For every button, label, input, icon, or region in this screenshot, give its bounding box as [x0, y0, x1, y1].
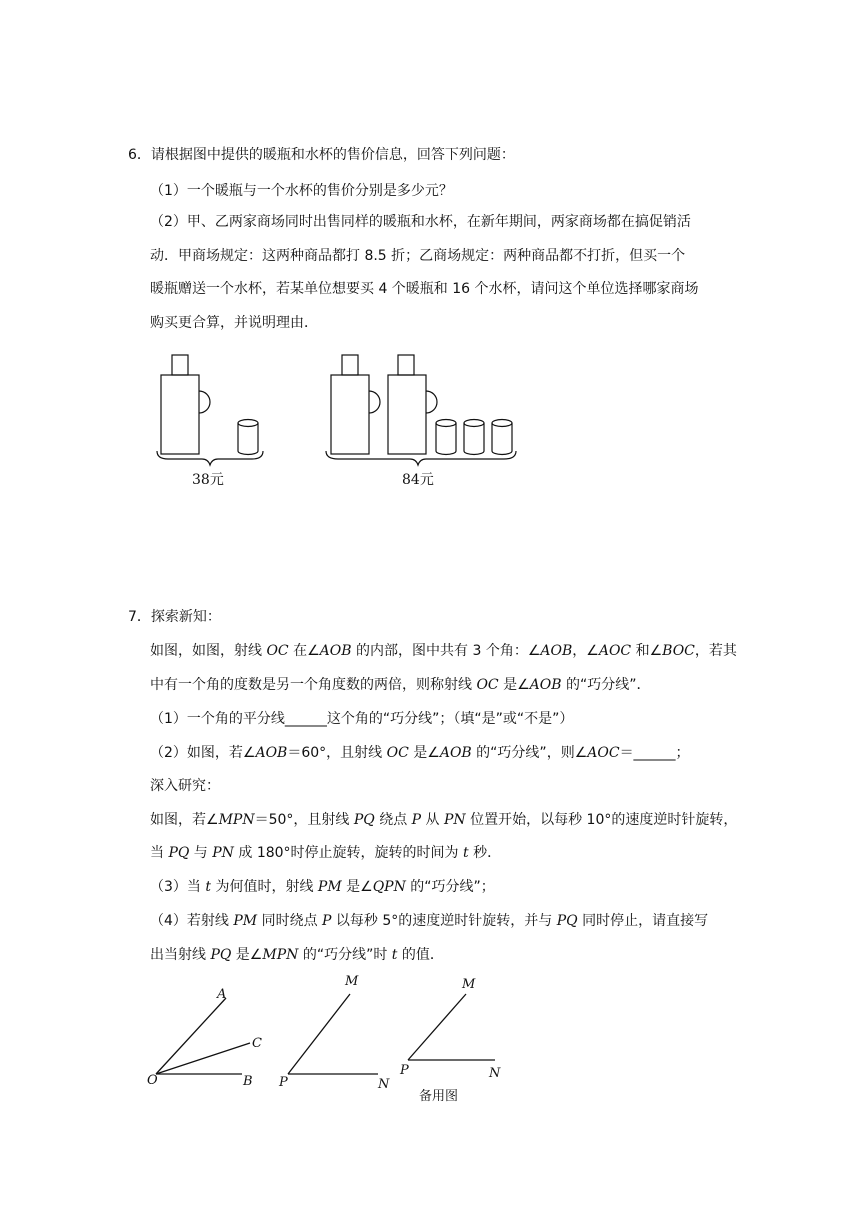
q7-intro-line2: 中有一个角的度数是另一个角度数的两倍，则称射线 OC 是∠AOB 的“巧分线”．: [150, 677, 651, 693]
thermos-handle-icon: [369, 391, 380, 413]
thermos-icon: [161, 375, 199, 454]
q7-part2: （2）如图，若∠AOB＝60°，且射线 OC 是∠AOB 的“巧分线”，则∠AOC＝______；: [150, 745, 690, 761]
thermos-handle-icon: [426, 391, 437, 413]
q7-deep-line1: 如图，若∠MPN＝50°，且射线 PQ 绕点 P 从 PN 位置开始，以每秒 10°的速度逆时针旋转，: [150, 812, 738, 828]
cup-top-icon: [464, 420, 484, 427]
q6-part2-line3: 暖瓶赠送一个水杯，若某单位想要买 4 个暖瓶和 16 个水杯，请问这个单位选择哪家商场: [150, 281, 699, 297]
thermos-handle-icon: [199, 391, 210, 413]
label-p-spare: P: [400, 1063, 409, 1078]
thermos-icon: [388, 375, 426, 454]
spare-figure-caption: 备用图: [419, 1089, 459, 1104]
price-right-label: 84元: [402, 472, 434, 488]
label-o: O: [147, 1073, 158, 1088]
q6-figure: [140, 345, 540, 495]
cup-icon: [464, 423, 484, 455]
thermos-cap-icon: [398, 355, 414, 375]
label-b: B: [243, 1074, 253, 1089]
q6-part2-line2: 动．甲商场规定：这两种商品都打 8.5 折；乙商场规定：两种商品都不打折，但买一个: [150, 248, 686, 264]
thermos-cap-icon: [172, 355, 188, 375]
brace-right: [326, 451, 516, 465]
q7-figures: [140, 970, 520, 1104]
label-a: A: [217, 987, 227, 1002]
q6-part2-line4: 购买更合算，并说明理由．: [150, 315, 318, 331]
q7-intro-line1: 如图，如图，射线 OC 在∠AOB 的内部，图中共有 3 个角：∠AOB，∠AOC 和∠BOC，若其: [150, 643, 737, 659]
cup-icon: [436, 423, 456, 455]
cup-icon: [238, 423, 258, 455]
thermos-cap-icon: [342, 355, 358, 375]
label-p: P: [279, 1075, 288, 1090]
q6-title: 6．请根据图中提供的暖瓶和水杯的售价信息，回答下列问题：: [128, 147, 515, 163]
q7-part3: （3）当 t 为何值时，射线 PM 是∠QPN 的“巧分线”；: [150, 879, 495, 895]
cup-top-icon: [238, 420, 258, 427]
cup-icon: [492, 423, 512, 455]
q7-part4-line1: （4）若射线 PM 同时绕点 P 以每秒 5°的速度逆时针旋转，并与 PQ 同时停止，请直接写: [150, 913, 709, 929]
thermos-icon: [331, 375, 369, 454]
label-m: M: [345, 974, 359, 989]
cup-top-icon: [492, 420, 512, 427]
price-left-label: 38元: [192, 472, 224, 488]
q7-title: 7．探索新知：: [128, 609, 221, 625]
q7-deep-line2: 当 PQ 与 PN 成 180°时停止旋转，旋转的时间为 t 秒．: [150, 845, 502, 861]
label-n: N: [378, 1077, 390, 1092]
q6-part2-line1: （2）甲、乙两家商场同时出售同样的暖瓶和水杯，在新年期间，两家商场都在搞促销活: [150, 214, 691, 230]
ray-pm-spare: [408, 994, 466, 1060]
q7-part1: （1）一个角的平分线______这个角的“巧分线”；（填“是”或“不是”）: [150, 711, 574, 727]
cup-top-icon: [436, 420, 456, 427]
label-n-spare: N: [489, 1066, 501, 1081]
label-c: C: [252, 1036, 262, 1051]
q7-part4-line2: 出当射线 PQ 是∠MPN 的“巧分线”时 t 的值．: [150, 947, 444, 963]
brace-left: [157, 451, 263, 465]
q6-part1: （1）一个暖瓶与一个水杯的售价分别是多少元？: [150, 183, 453, 199]
q7-deep-heading: 深入研究：: [150, 778, 220, 794]
label-m-spare: M: [462, 977, 476, 992]
ray-pm: [288, 994, 350, 1074]
